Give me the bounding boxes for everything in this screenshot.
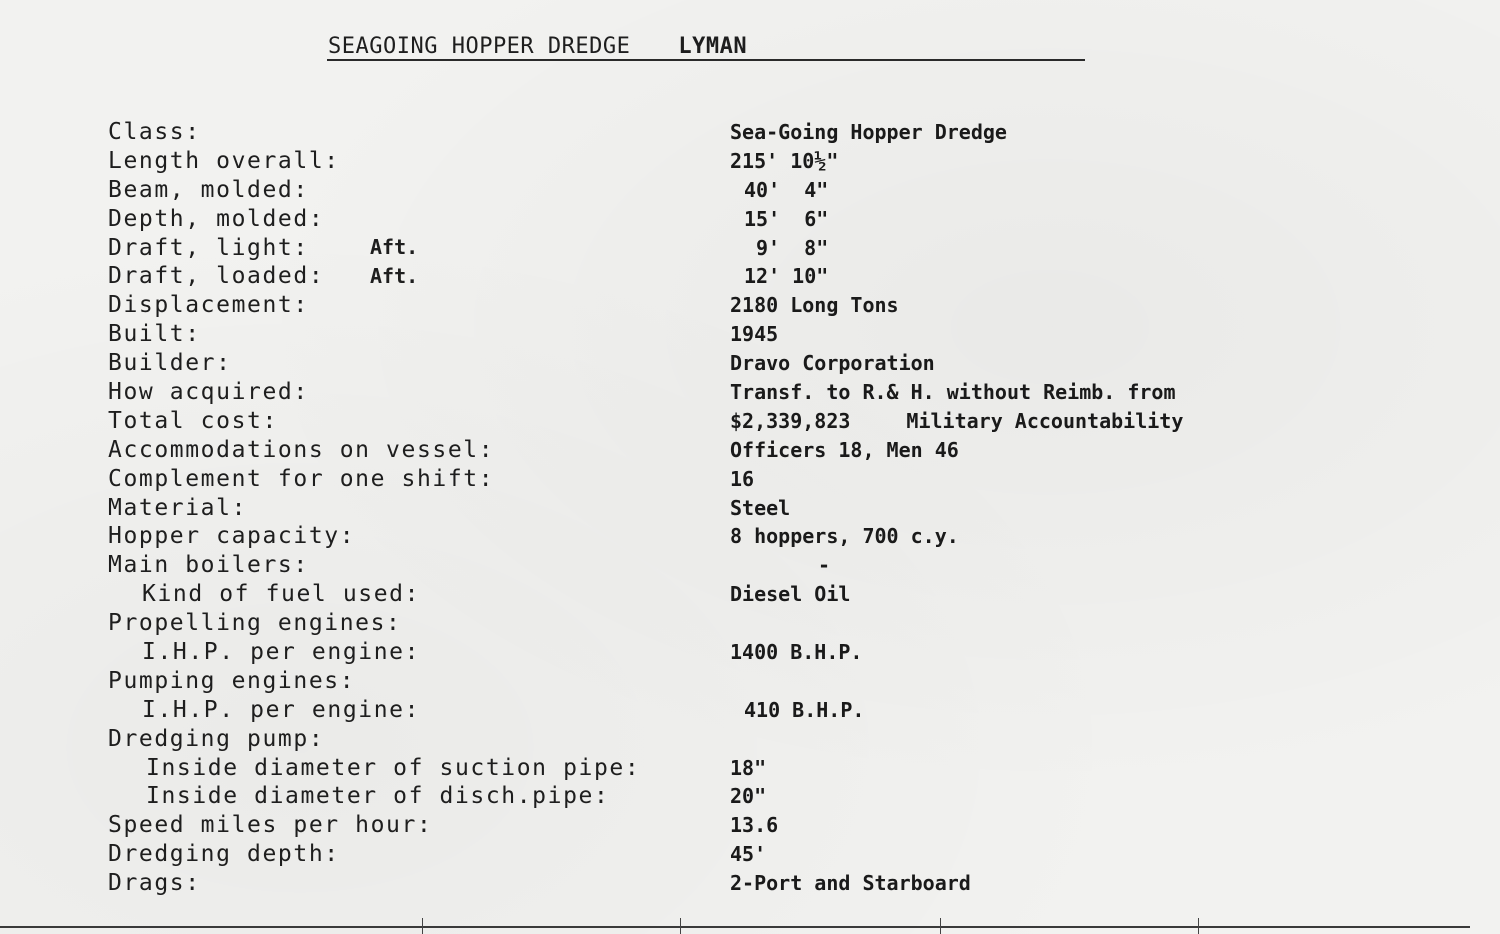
spec-values bbox=[730, 118, 1183, 898]
spec-value-dredging-depth: 45' bbox=[730, 842, 767, 867]
spec-label-draft-light: Draft, light: bbox=[108, 234, 309, 261]
spec-label-drags: Drags: bbox=[108, 870, 201, 897]
draft-light-qualifier: Aft. bbox=[370, 235, 419, 259]
spec-label-material: Material: bbox=[108, 494, 248, 521]
spec-value-draft-loaded: 12' 10" bbox=[744, 264, 829, 289]
border-tick bbox=[940, 918, 941, 934]
draft-loaded-qualifier: Aft. bbox=[370, 264, 419, 288]
spec-value-drags: 2-Port and Starboard bbox=[730, 871, 971, 896]
spec-labels bbox=[108, 118, 640, 898]
spec-label-builder: Builder: bbox=[108, 350, 232, 377]
spec-label-propelling-engines: Propelling engines: bbox=[108, 610, 402, 637]
spec-label-depth: Depth, molded: bbox=[108, 205, 325, 232]
spec-value-builder: Dravo Corporation bbox=[730, 351, 935, 376]
spec-label-fuel: Kind of fuel used: bbox=[142, 581, 421, 608]
spec-label-complement: Complement for one shift: bbox=[108, 465, 495, 492]
spec-label-speed: Speed miles per hour: bbox=[108, 812, 433, 839]
spec-label-suction-pipe: Inside diameter of suction pipe: bbox=[146, 754, 641, 781]
document-title bbox=[328, 34, 747, 59]
border-tick bbox=[680, 918, 681, 934]
spec-value-depth: 15' 6" bbox=[744, 206, 829, 231]
spec-label-class: Class: bbox=[108, 119, 201, 145]
spec-label-propelling-ihp: I.H.P. per engine: bbox=[142, 639, 421, 666]
spec-value-total-cost-row bbox=[730, 407, 1183, 436]
spec-value-displacement: 2180 Long Tons bbox=[730, 293, 899, 318]
spec-label-how-acquired: How acquired: bbox=[108, 379, 309, 406]
spec-value-class: Sea-Going Hopper Dredge bbox=[730, 120, 1007, 144]
spec-value-material: Steel bbox=[730, 495, 791, 520]
spec-value-accommodations: Officers 18, Men 46 bbox=[730, 437, 959, 462]
spec-label-displacement: Displacement: bbox=[108, 292, 309, 319]
spec-label-built: Built: bbox=[108, 321, 201, 348]
title-heading: SEAGOING HOPPER DREDGE bbox=[328, 34, 631, 59]
spec-label-length: Length overall: bbox=[108, 147, 340, 174]
spec-label-beam: Beam, molded: bbox=[108, 176, 309, 203]
spec-value-draft-light: 9' 8" bbox=[756, 235, 829, 260]
spec-value-propelling-ihp: 1400 B.H.P. bbox=[730, 640, 863, 665]
border-tick bbox=[422, 918, 423, 934]
spec-label-dredging-depth: Dredging depth: bbox=[108, 841, 340, 868]
spec-value-beam: 40' 4" bbox=[744, 177, 829, 202]
spec-value-propelling-engines bbox=[730, 609, 1183, 638]
spec-value-main-boilers: - bbox=[818, 553, 831, 578]
vessel-name: LYMAN bbox=[678, 34, 748, 59]
spec-label-draft-loaded: Draft, loaded: bbox=[108, 263, 325, 290]
spec-label-dredging-pump: Dredging pump: bbox=[108, 725, 325, 752]
spec-value-suction-pipe: 18" bbox=[730, 755, 767, 780]
spec-value-dredging-pump bbox=[730, 725, 1183, 754]
spec-label-accommodations: Accommodations on vessel: bbox=[108, 436, 495, 463]
spec-label-main-boilers: Main boilers: bbox=[108, 552, 309, 579]
spec-value-disch-pipe: 20" bbox=[730, 784, 767, 809]
title-underline bbox=[327, 59, 1085, 61]
spec-value-total-cost: $2,339,823 bbox=[730, 408, 851, 433]
spec-value-built: 1945 bbox=[730, 322, 779, 347]
spec-label-pumping-engines: Pumping engines: bbox=[108, 667, 356, 694]
bottom-border-line bbox=[0, 926, 1470, 928]
spec-label-total-cost: Total cost: bbox=[108, 407, 278, 434]
spec-value-hopper-capacity: 8 hoppers, 700 c.y. bbox=[730, 524, 959, 549]
spec-value-pumping-engines bbox=[730, 667, 1183, 696]
spec-value-accountability: Military Accountability bbox=[906, 408, 1184, 433]
spec-label-hopper-capacity: Hopper capacity: bbox=[108, 523, 356, 550]
spec-value-speed: 13.6 bbox=[730, 813, 779, 838]
border-tick bbox=[1198, 918, 1199, 934]
spec-value-complement: 16 bbox=[730, 466, 755, 491]
spec-value-how-acquired: Transf. to R.& H. without Reimb. from bbox=[730, 380, 1176, 405]
spec-value-fuel: Diesel Oil bbox=[730, 582, 851, 607]
spec-value-pumping-ihp: 410 B.H.P. bbox=[744, 697, 865, 722]
spec-label-disch-pipe: Inside diameter of disch.pipe: bbox=[146, 783, 610, 810]
spec-value-length: 215' 10½" bbox=[730, 148, 839, 173]
spec-label-pumping-ihp: I.H.P. per engine: bbox=[142, 696, 421, 723]
